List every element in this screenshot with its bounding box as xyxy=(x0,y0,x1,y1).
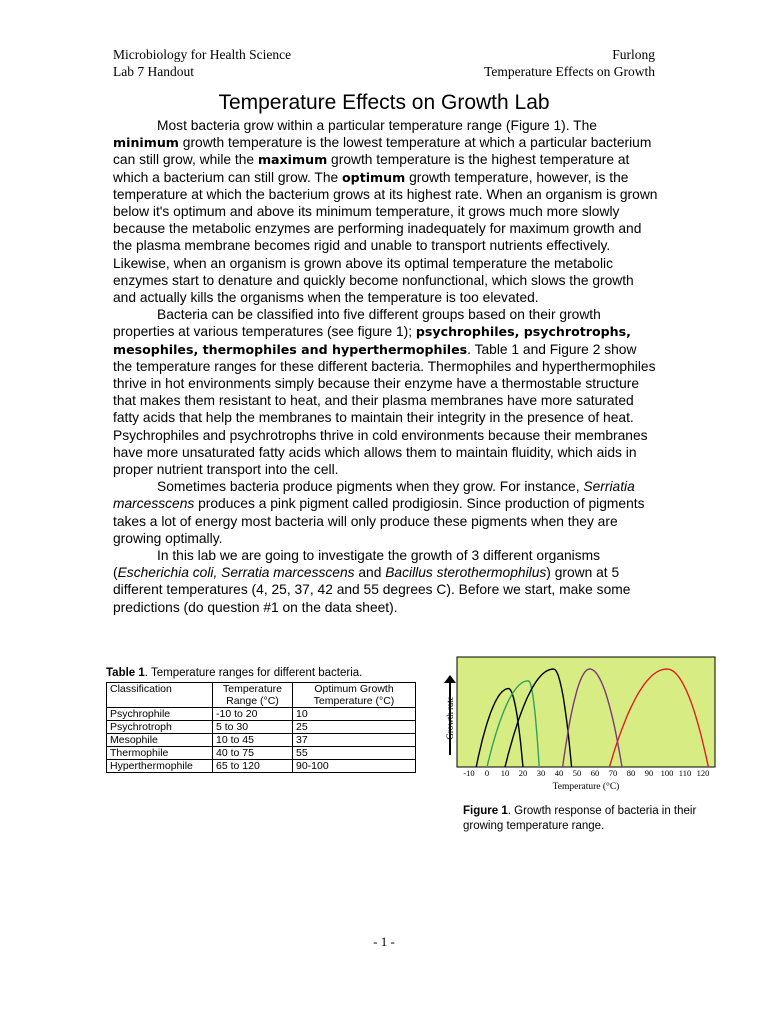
author-name: Furlong xyxy=(612,47,655,62)
x-tick-label: 40 xyxy=(554,768,564,778)
header-right xyxy=(484,46,655,80)
table-header: Temperature Range (°C) xyxy=(213,683,293,708)
species-name: Serriatia marcesscens xyxy=(113,479,635,512)
x-tick-label: 70 xyxy=(608,768,618,778)
table-cell: Mesophile xyxy=(107,734,213,747)
x-tick-label: 100 xyxy=(660,768,674,778)
term-optimum: optimum xyxy=(342,169,406,185)
x-tick-label: 10 xyxy=(500,768,510,778)
x-tick-label: 0 xyxy=(484,768,490,778)
table-header-row xyxy=(107,683,416,708)
x-tick-label: 30 xyxy=(536,768,546,778)
y-arrow-head xyxy=(444,675,456,683)
table-header: Classification xyxy=(107,683,213,708)
paragraph-2: Bacteria can be classified into five different groups based on their growth properties at various temperatures (see figure 1); psychrophiles, psychrotrophs, mesophiles, thermophiles and hyperthermophiles. Table 1 and Figure 2 show the temperature ranges for these different bacteria. Thermophiles and hyperthermophiles thrive in hot environments simply because their enzyme have a thermostable structure that makes them resistant to heat, and their plasma membranes have more saturated fatty acids that help the membranes to maintain their integrity in the presence of heat. Psychrophiles and psychrotrophs thrive in cold environments because their membranes have more unsaturated fatty acids which allows them to maintain fluidity, which aids in proper nutrient transport into the cell. xyxy=(113,307,656,478)
header-left xyxy=(113,46,291,80)
page-number: - 1 - xyxy=(373,934,395,949)
x-tick-label: 90 xyxy=(644,768,654,778)
x-tick-label: 80 xyxy=(626,768,636,778)
page-title: Temperature Effects on Growth Lab xyxy=(218,91,550,114)
table-cell: 25 xyxy=(293,721,416,734)
x-tick-label: 60 xyxy=(590,768,600,778)
paragraph-3: Sometimes bacteria produce pigments when they grow. For instance, Serriatia marcesscens produces a pink pigment called prodigiosin. Since production of pigments takes a lot of energy most bacteria will only produce these pigments when they are growing optimally. xyxy=(113,479,645,546)
growth-curve-chart xyxy=(440,650,730,795)
table-row xyxy=(107,734,416,747)
table-row xyxy=(107,747,416,760)
table-cell: 65 to 120 xyxy=(213,760,293,773)
body-text xyxy=(113,117,658,616)
table-cell: 5 to 30 xyxy=(213,721,293,734)
table-cell: Thermophile xyxy=(107,747,213,760)
table-cell: Hyperthermophile xyxy=(107,760,213,773)
figure-caption: Figure 1. Growth response of bacteria in their growing temperature range. xyxy=(463,805,697,832)
x-tick-label: 50 xyxy=(572,768,582,778)
table-cell: 37 xyxy=(293,734,416,747)
table-row xyxy=(107,760,416,773)
temperature-table xyxy=(106,682,416,773)
table-caption: Table 1. Temperature ranges for different bacteria. xyxy=(106,667,363,679)
x-tick-label: 110 xyxy=(678,768,692,778)
paragraph-4: In this lab we are going to investigate the growth of 3 different organisms (Escherichia coli, Serratia marcesscens and Bacillus sterothermophilus) grown at 5 different temperatures (4, 25, 37, 42 and 55 degrees C). Before we start, make some predictions (do question #1 on the data sheet). xyxy=(113,548,631,615)
paragraph-1: Most bacteria grow within a particular temperature range (Figure 1). The minimum growth temperature is the lowest temperature at which a particular bacterium can still grow, while the maximum growth temperature is the highest temperature at which a bacterium can still grow. The optimum growth temperature, however, is the temperature at which the bacterium grows at its highest rate. When an organism is grown below it's optimum and above its minimum temperature, it grows much more slowly because the metabolic enzymes are performing inadequately for maximum growth and the plasma membrane becomes rigid and unable to transport nutrients effectively. Likewise, when an organism is grown above its optimal temperature the metabolic enzymes start to denature and quickly become nonfunctional, which slows the growth and actually kills the organisms when the temperature is too elevated. xyxy=(113,118,658,306)
table-cell: 90-100 xyxy=(293,760,416,773)
term-minimum: minimum xyxy=(113,135,179,151)
y-axis-label: Growth rate xyxy=(445,696,455,740)
table-cell: -10 to 20 xyxy=(213,708,293,721)
table-cell: 40 to 75 xyxy=(213,747,293,760)
x-axis-label: Temperature (°C) xyxy=(552,782,620,792)
header-topic: Temperature Effects on Growth xyxy=(484,64,655,79)
table-row xyxy=(107,721,416,734)
x-tick-label: 120 xyxy=(696,768,710,778)
table-cell: 10 xyxy=(293,708,416,721)
term-maximum: maximum xyxy=(257,152,328,168)
term-groups: psychrophiles, psychrotrophs, mesophiles, thermophiles and hyperthermophiles xyxy=(113,324,631,357)
x-tick-label: -10 xyxy=(463,768,475,778)
table-cell: Psychrophile xyxy=(107,708,213,721)
table-row xyxy=(107,708,416,721)
table-cell: 10 to 45 xyxy=(213,734,293,747)
lab-name: Lab 7 Handout xyxy=(113,64,194,79)
table-header: Optimum Growth Temperature (°C) xyxy=(293,683,416,708)
table-cell: 55 xyxy=(293,747,416,760)
x-tick-label: 20 xyxy=(518,768,528,778)
table-cell: Psychrotroph xyxy=(107,721,213,734)
course-name: Microbiology for Health Science xyxy=(113,47,292,62)
